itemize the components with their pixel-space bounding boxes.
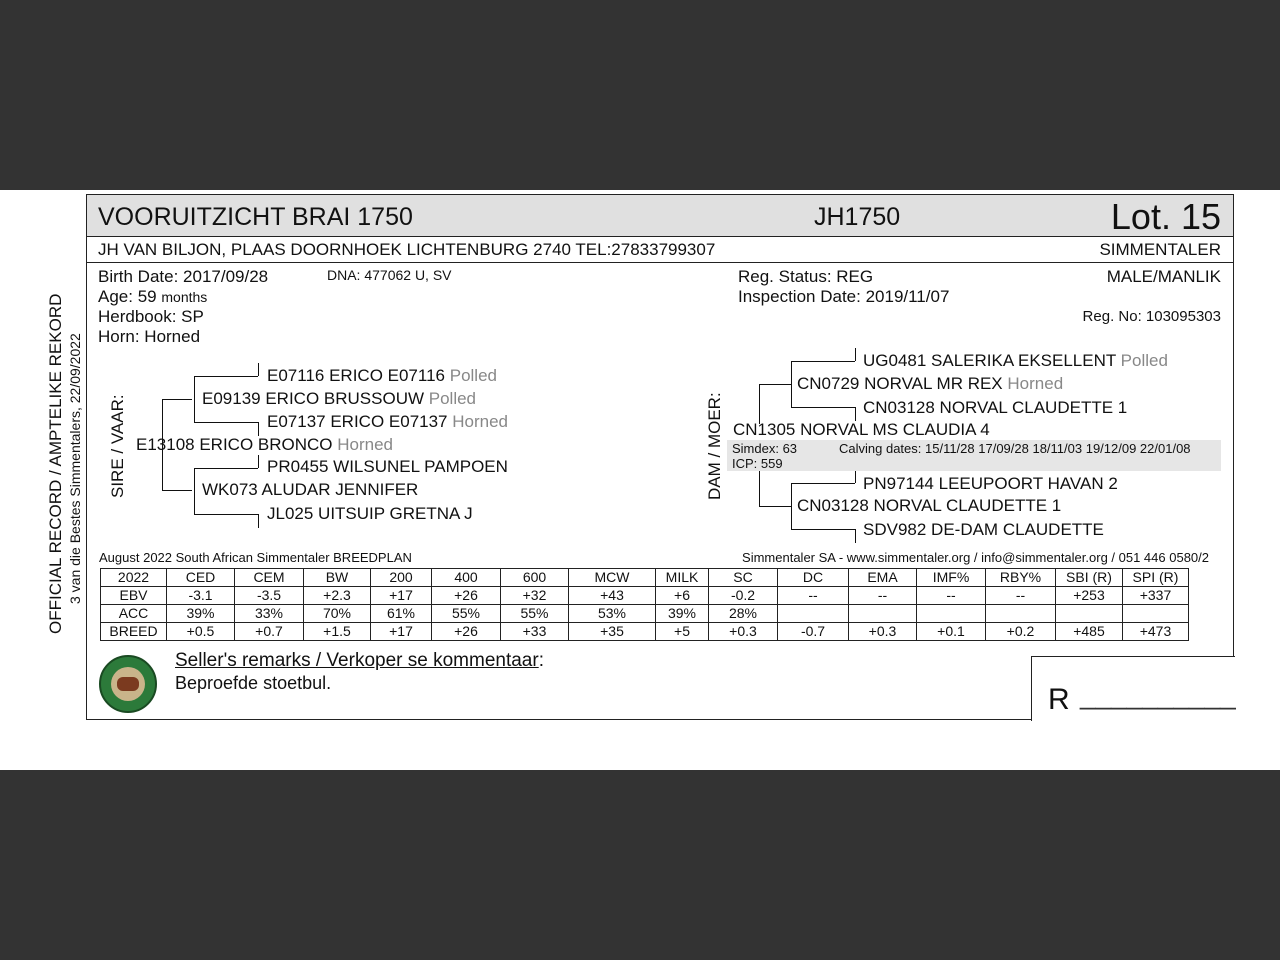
sire-trait: Horned [337, 435, 394, 454]
title-bar [87, 195, 1233, 237]
table-cell: -3.1 [167, 587, 235, 605]
header-cell: SC [709, 569, 778, 587]
auction-caption: 3 van die Bestes Simmentalers, 22/09/2022 [67, 333, 83, 604]
price-blank: __________ [1080, 679, 1236, 710]
row-label: BREED [101, 623, 167, 641]
dam-sire [797, 374, 1063, 394]
owner-bar [87, 237, 1233, 263]
table-header-row [101, 569, 1189, 587]
header-cell: SBI (R) [1056, 569, 1123, 587]
row-label: EBV [101, 587, 167, 605]
table-cell: +5 [656, 623, 709, 641]
sire-sire-dam [267, 412, 508, 432]
sire-dam: WK073 ALUDAR JENNIFER [202, 480, 419, 499]
calving-dates: Calving dates: 15/11/28 17/09/28 18/11/03 19/12/09 22/01/08 [839, 441, 1191, 456]
dam-dam-sire: PN97144 LEEUPOORT HAVAN 2 [863, 474, 1118, 493]
table-cell [986, 605, 1056, 623]
remarks-colon: : [538, 650, 544, 671]
table-cell: -0.2 [709, 587, 778, 605]
age-unit: months [161, 289, 208, 305]
table-cell: -- [917, 587, 986, 605]
table-row [101, 587, 1189, 605]
remarks-title: Seller's remarks / Verkoper se kommentaar [175, 650, 539, 671]
table-cell: 28% [709, 605, 778, 623]
table-cell [1056, 605, 1123, 623]
table-cell: 55% [432, 605, 501, 623]
row-label: ACC [101, 605, 167, 623]
reg-number: Reg. No: 103095303 [1082, 308, 1221, 325]
age-value: 59 [137, 287, 157, 306]
ebv-table [100, 568, 1189, 641]
table-cell: -- [778, 587, 849, 605]
table-cell: +337 [1123, 587, 1189, 605]
table-cell: +17 [371, 587, 432, 605]
table-cell: 55% [501, 605, 569, 623]
table-cell: 61% [371, 605, 432, 623]
header-cell: RBY% [986, 569, 1056, 587]
simdex: Simdex: 63 [732, 441, 798, 456]
table-cell: +0.1 [917, 623, 986, 641]
header-cell: BW [304, 569, 371, 587]
certificate-sheet [0, 190, 1280, 770]
table-cell: +26 [432, 587, 501, 605]
simmentaler-logo [99, 655, 157, 713]
table-cell: +43 [569, 587, 656, 605]
dna-info: DNA: 477062 U, SV [327, 267, 452, 283]
table-cell: +6 [656, 587, 709, 605]
table-cell: 39% [656, 605, 709, 623]
breed-name: SIMMENTALER [1099, 240, 1221, 259]
horn-status: Horn: Horned [98, 327, 201, 346]
contact-caption: Simmentaler SA - www.simmentaler.org / info@simmentaler.org / 051 446 0580/2 [742, 550, 1209, 565]
sire-sire-dam-name: E07137 ERICO E07137 [267, 412, 448, 431]
birth-date-label: Birth Date: [98, 267, 179, 286]
age [98, 287, 207, 307]
age-label: Age: [98, 287, 133, 306]
table-cell: 39% [167, 605, 235, 623]
sire-sire-trait: Polled [428, 389, 477, 408]
table-row [101, 623, 1189, 641]
sire-dam-sire: PR0455 WILSUNEL PAMPOEN [267, 457, 508, 476]
icp: ICP: 559 [732, 456, 783, 471]
header-cell: DC [778, 569, 849, 587]
remarks-text: Beproefde stoetbul. [175, 673, 332, 693]
table-cell: +0.7 [235, 623, 304, 641]
table-row [101, 605, 1189, 623]
header-cell: MCW [569, 569, 656, 587]
table-cell: +485 [1056, 623, 1123, 641]
table-cell: +32 [501, 587, 569, 605]
dam-sire-sire [863, 351, 1168, 371]
table-cell: 70% [304, 605, 371, 623]
table-cell [849, 605, 917, 623]
dam-sire-name: CN0729 NORVAL MR REX [797, 374, 1003, 393]
header-cell: IMF% [917, 569, 986, 587]
lot-number: Lot. 15 [1110, 196, 1221, 237]
remarks-heading [175, 650, 544, 672]
dam-sire-dam: CN03128 NORVAL CLAUDETTE 1 [863, 398, 1128, 417]
table-cell: +17 [371, 623, 432, 641]
table-cell: +473 [1123, 623, 1189, 641]
header-cell: 200 [371, 569, 432, 587]
header-cell: 600 [501, 569, 569, 587]
table-cell: +0.5 [167, 623, 235, 641]
table-cell: -0.7 [778, 623, 849, 641]
table-cell: -3.5 [235, 587, 304, 605]
animal-id: JH1750 [814, 203, 901, 231]
table-cell: +33 [501, 623, 569, 641]
price-currency: R [1048, 683, 1070, 716]
birth-date [98, 267, 268, 287]
header-cell: 400 [432, 569, 501, 587]
sire-name [136, 435, 393, 455]
table-cell: 33% [235, 605, 304, 623]
sex: MALE/MANLIK [1106, 267, 1221, 286]
table-cell: +0.2 [986, 623, 1056, 641]
header-cell: CEM [235, 569, 304, 587]
official-record-caption: OFFICIAL RECORD / AMPTELIKE REKORD [46, 293, 65, 634]
table-cell: +1.5 [304, 623, 371, 641]
table-cell: +2.3 [304, 587, 371, 605]
header-cell: SPI (R) [1123, 569, 1189, 587]
table-cell: +35 [569, 623, 656, 641]
sire-name-text: E13108 ERICO BRONCO [136, 435, 333, 454]
table-cell: -- [849, 587, 917, 605]
sire-sire-sire-name: E07116 ERICO E07116 [267, 366, 445, 385]
header-cell: CED [167, 569, 235, 587]
owner-details: JH VAN BILJON, PLAAS DOORNHOEK LICHTENBURG 2740 TEL:27833799307 [98, 240, 716, 259]
table-cell [1123, 605, 1189, 623]
herdbook: Herdbook: SP [98, 307, 204, 326]
table-cell: -- [986, 587, 1056, 605]
dam-dam: CN03128 NORVAL CLAUDETTE 1 [797, 496, 1062, 515]
sire-label: SIRE / VAAR: [108, 394, 127, 498]
sire-sire-dam-trait: Horned [452, 412, 509, 431]
price-box [1031, 656, 1235, 721]
dam-label: DAM / MOER: [705, 392, 724, 500]
sire-sire-name: E09139 ERICO BRUSSOUW [202, 389, 425, 408]
birth-date-value: 2017/09/28 [183, 267, 269, 286]
breedplan-caption: August 2022 South African Simmentaler BREEDPLAN [99, 550, 412, 565]
sire-dam-dam: JL025 UITSUIP GRETNA J [267, 504, 473, 523]
table-cell: +0.3 [849, 623, 917, 641]
sire-sire-sire [267, 366, 497, 386]
sire-sire [202, 389, 476, 409]
reg-status: Reg. Status: REG [738, 267, 874, 286]
lot-card [86, 194, 1234, 720]
animal-name: VOORUITZICHT BRAI 1750 [98, 203, 413, 231]
dam-sire-sire-trait: Polled [1120, 351, 1168, 370]
dam-sire-sire-name: UG0481 SALERIKA EKSELLENT [863, 351, 1116, 370]
dam-sire-trait: Horned [1007, 374, 1064, 393]
header-cell: EMA [849, 569, 917, 587]
header-cell: 2022 [101, 569, 167, 587]
table-cell: +0.3 [709, 623, 778, 641]
table-cell: 53% [569, 605, 656, 623]
table-cell [778, 605, 849, 623]
table-cell [917, 605, 986, 623]
header-cell: MILK [656, 569, 709, 587]
inspection-date: Inspection Date: 2019/11/07 [738, 287, 950, 306]
table-cell: +253 [1056, 587, 1123, 605]
dam-dam-dam: SDV982 DE-DAM CLAUDETTE [863, 520, 1104, 539]
dam-name: CN1305 NORVAL MS CLAUDIA 4 [733, 420, 990, 439]
table-cell: +26 [432, 623, 501, 641]
sire-sire-sire-trait: Polled [449, 366, 497, 385]
